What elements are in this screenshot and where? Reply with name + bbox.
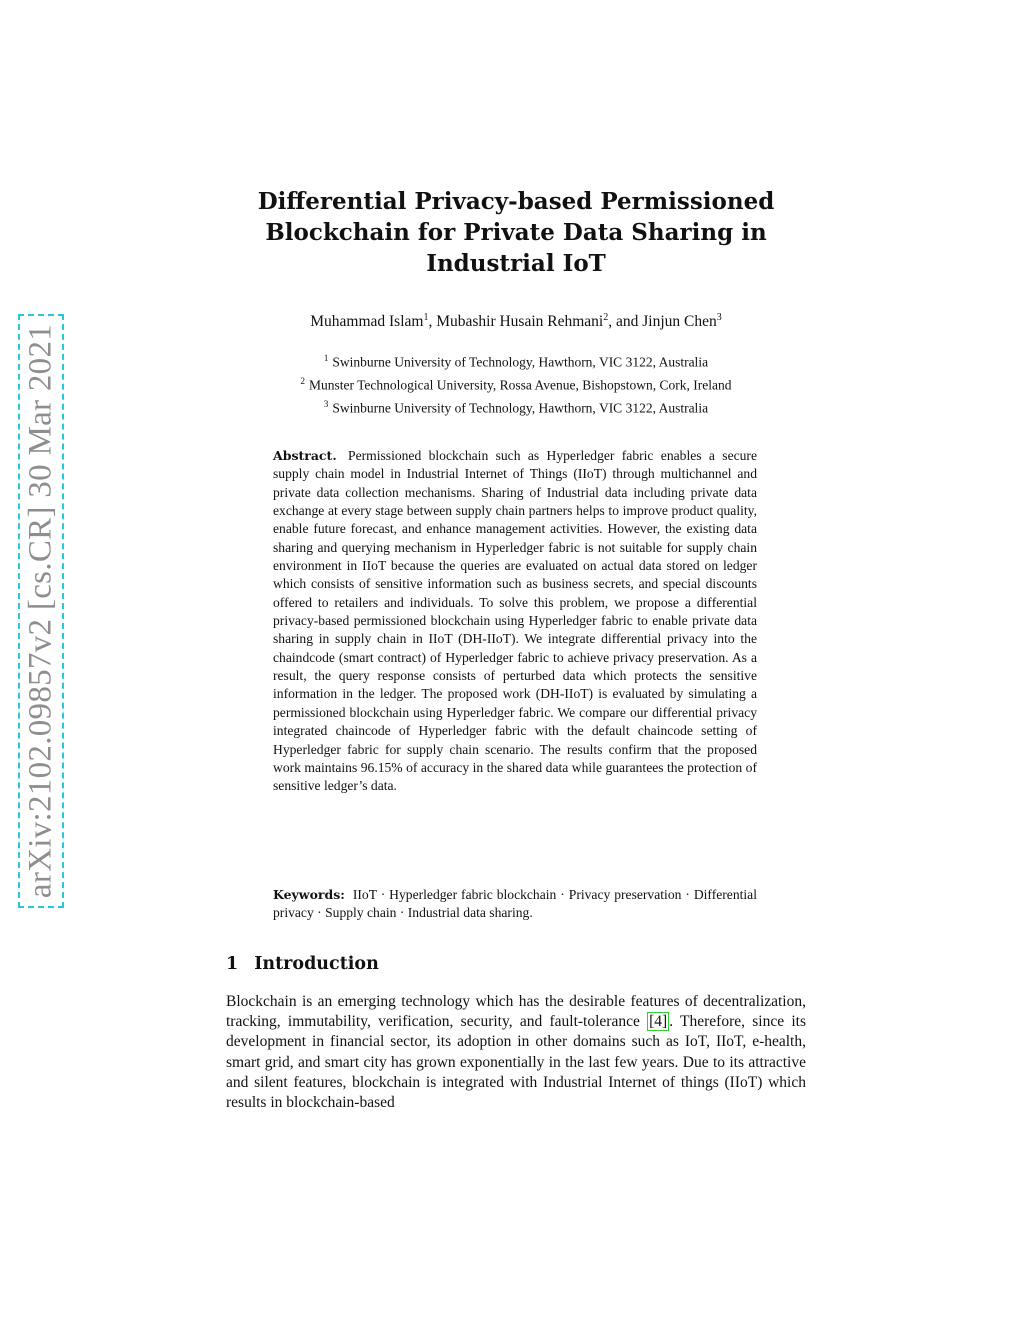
paper-title — [226, 186, 806, 279]
author-separator: , — [428, 313, 437, 331]
affiliation-list — [226, 349, 806, 418]
author-name: Muhammad Islam — [310, 313, 424, 331]
citation-link[interactable]: [4] — [649, 1013, 668, 1031]
arxiv-identifier-stamp[interactable] — [18, 314, 64, 908]
affiliation-mark: 1 — [323, 353, 329, 363]
affiliation-mark: 2 — [300, 376, 305, 386]
affiliation — [226, 372, 806, 395]
section-title: Introduction — [254, 954, 379, 974]
title-line-3: Industrial IoT — [426, 250, 606, 277]
title-line-2: Blockchain for Private Data Sharing in — [265, 219, 767, 246]
intro-text-part: . Therefore, since its development in financial sector, its adoption in other domains such as IoT, IIoT, e-health, smart grid, and smart city has grown exponentially in the last few years. Due to its attractive and silent features, blockchain is integrated with Industrial Internet of things (IIoT) which results in blockchain-based — [226, 1013, 806, 1112]
abstract — [273, 447, 757, 796]
intro-text-part: Blockchain is an emerging technology which has the desirable features of decentralization, tracking, immutability, verification, security, and fault-tolerance — [226, 993, 806, 1031]
affiliation-mark: 3 — [323, 399, 329, 409]
abstract-label: Abstract. — [273, 448, 337, 463]
keywords-text: IIoT · Hyperledger fabric blockchain · Privacy preservation · Differential privacy · Supply chain · Industrial data sharing. — [273, 887, 757, 921]
author-separator: , and — [608, 313, 643, 331]
affiliation-text: Swinburne University of Technology, Hawthorn, VIC 3122, Australia — [332, 354, 709, 370]
section-number: 1 — [226, 954, 239, 974]
keywords — [273, 886, 757, 923]
title-line-1: Differential Privacy-based Permissioned — [257, 188, 775, 215]
author-name: Mubashir Husain Rehmani — [436, 313, 604, 331]
introduction-paragraph — [226, 992, 806, 1113]
affiliation — [226, 395, 806, 418]
author-name: Jinjun Chen — [642, 313, 717, 331]
author-affiliation-mark: 1 — [423, 312, 429, 323]
arxiv-identifier-text: arXiv:2102.09857v2 [cs.CR] 30 Mar 2021 — [22, 323, 59, 899]
author-affiliation-mark: 3 — [716, 312, 722, 323]
affiliation — [226, 349, 806, 372]
keywords-label: Keywords: — [273, 887, 345, 902]
author-list — [226, 312, 806, 331]
affiliation-text: Munster Technological University, Rossa Avenue, Bishopstown, Cork, Ireland — [309, 377, 732, 393]
abstract-text: Permissioned blockchain such as Hyperledger fabric enables a secure supply chain model in Industrial Internet of Things (IIoT) through multichannel and private data collection mechanisms. Sharing of Industrial data including private data exchange at every stage between supply chain partners helps to improve product quality, enable future forecast, and enhance management activities. However, the existing data sharing and querying mechanism in Hyperledger fabric is not suitable for supply chain environment in IIoT because the queries are evaluated on actual data stored on ledger which consists of sensitive information such as business secrets, and special discounts offered to retailers and individuals. To solve this problem, we propose a differential privacy-based permissioned blockchain using Hyperledger fabric to enable private data sharing in supply chain in IIoT (DH-IIoT). We integrate differential privacy into the chaindcode (smart contract) of Hyperledger fabric to achieve privacy preservation. As a result, the query response consists of perturbed data which protects the sensitive information in the ledger. The proposed work (DH-IIoT) is evaluated by simulating a permissioned blockchain using Hyperledger fabric. We compare our differential privacy integrated chaincode of Hyperledger fabric with the default chaincode setting of Hyperledger fabric for supply chain scenario. The results confirm that the proposed work maintains 96.15% of accuracy in the shared data while guarantees the protection of sensitive ledger’s data. — [273, 448, 757, 794]
author-affiliation-mark: 2 — [603, 312, 609, 323]
affiliation-text: Swinburne University of Technology, Hawthorn, VIC 3122, Australia — [332, 400, 709, 416]
section-heading-introduction — [226, 954, 379, 974]
